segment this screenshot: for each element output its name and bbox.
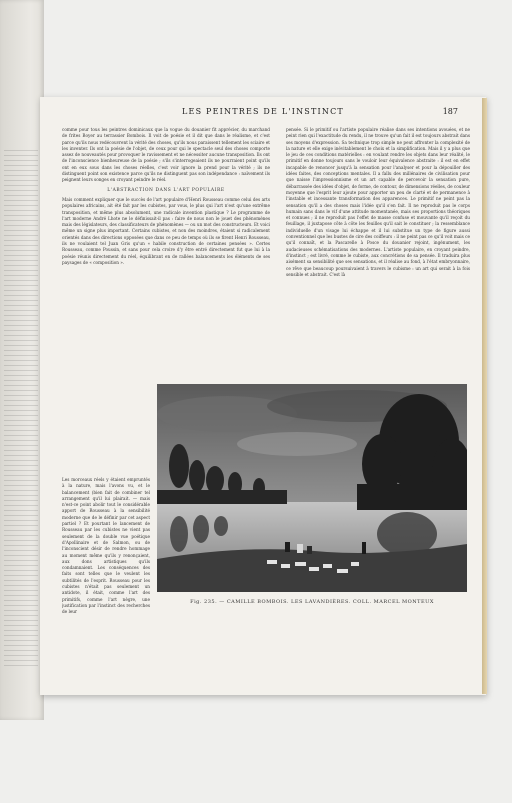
facing-page <box>0 0 44 720</box>
narrow-column-paragraph: Les morceaux réels y étaient empruntés à la nature, mais l'avons vu, et le balancement (bien fait de combiner tel arrangement qu'il lui plairait. — mais n'est-ce point abolir tout le considérable apport de Rousseau à la sensibilité moderne que de le définir par cet aspect partiel ? Et pourtant le lancement de Rousseau par les cubistes ne vient pas seulement de la double vue poétique d'Apollinaire et de Salmon, ou de l'inconscient désir de rendre hommage au moment même qu'ils y renonçaient, aux dons artistiques qu'ils condamnaient. Les conséquences des faits sont telles que le veulent les subtilités de l'esprit. Rousseau pour les cubistes n'était pas seulement un antidote, il était, comme l'art des primitifs, comme l'art nègre, une justification par l'instinct des recherches de leur <box>62 477 150 615</box>
running-head: LES PEINTRES DE L'INSTINCT <box>182 107 344 116</box>
facing-page-text <box>4 150 38 670</box>
left-column-paragraph-1: comme pour tous les peintres dominicaux que la vogue du douanier fit apprécier, du marchand de frites Boyer au terrassier Bombois. Il voit de poésie et il dit que dans le réalisme, et c'est parce qu'ils nous redécouvrent la vérité des choses, qu'ils nous paraissent tellement les sciaire et les inventer. Ils ont la poésie de l'objet, de ceux pour qui le spectacle seul des choses comporte assez de nouveautés pour provoquer le ravissement et ne nécessiter aucune transposition. Ils ont de l'inconscience bienheureuse de la poésie ; s'ils s'interrogeaient ils ne pourraient point qu'ils ont en eux sous dans les choses réelles, c'est voir ignore la prend pour la vérité ; ils ne distinguent point son existence parce qu'ils ne distinguent pas son indépendance : naïvement ils peignent leurs songes en croyant peindre le réel. <box>62 127 270 183</box>
book-page <box>40 97 486 695</box>
left-column-paragraph-2: Mais comment expliquer que le succès de l'art populaire d'Henri Rousseau comme celui des arts populaires africains, ait été fait par les cubistes, par vous, le plus qui l'art n'est qu'une extrême transposition, et même plus absolument, une radicale invention plastique ? Le programme de l'art moderne André Lhote ne le définissait-il pas : faire de nous non le jouet des phénomènes mais des législateurs, des classificateurs de phénomènes — ou un mot des constructeurs. Et voici même un signe plus important. Certains cubistes, et non des moindres, étaient si radicalement orientés dans des directions opposées que dans ce peu de temps où ils se firent Henri Rousseau, ils ne voulaient tel Juan Gris qu'un « habile construction de certaines pensées ». Certes Rousseau, comme Poussin, et sans pour cela croire d'y être entré directement fut que lui à la poésie réunis directement du réel, équilibrant en de rallées balancements les éléments de ses paysages de « composition ». <box>62 196 270 265</box>
narrow-column <box>62 477 150 803</box>
figure-caption: Fig. 235. — CAMILLE BOMBOIS. LES LAVANDIÈRES. COLL. MARCEL MONTEUX <box>190 599 434 605</box>
page-edge <box>482 98 487 694</box>
section-title: L'ABSTRACTION DANS L'ART POPULAIRE <box>107 187 225 193</box>
right-column-paragraph: pensée. Si le primitif ou l'artiste populaire réalise dans ses intentions avouées, et ne peint rien qui l'exactitude du rendu, il ne trouve qu'un fait il est toujours abstrait dans ses moyens d'expression. Sa technique trop simple ne peut affronter la complexité de la nature et elle exige inévitablement le choix et la simplification. Mais il y a plus que le jeu de ces conditions matérielles : en voulant rendre les objets dans leur réalité, le primitif en donne toujours sans le vouloir leur équivalence abstraite : il est en effet incapable de renoncer jusqu'à la sensation pour l'analyser et pour la dépouiller des idées faites, des conceptions mentales. Il a fallu des millénaires de civilisation pour que naisse l'impressionnisme et un art capable de percevoir la sensation pure, débarrassée des idées d'objet, de forme, de contour, de dimensions réelles, de couleur moyenne que l'esprit leur ajoute pour apporter un peu de clarté et de permanence à l'instable et incessante transformation des apparences. Le primitif ne peint pas la sensation qu'il a des choses mais l'idée qu'il s'en fait. Il ne reproduit pas le corps humain sans dans le vif d'une attitude momentanée, mais ses proportions théoriques et connues ; il ne reproduit pas l'effet de masse confuse et mouvante qu'il reçoit du feuillage, il juxtapose côte à côte les feuilles qu'il sait le constituer ; la ressemblance individuelle d'un visage lui échappe et il lui substitue un type de figure aussi conventionnel que les bustes de cire des coiffeurs : il ne peint pas ce qu'il voit mais ce qu'il connaît, et la Pascarelle à Posce du douanier rejoint, ingénument, les audacieuses schématisations des modernes. L'artiste populaire, en croyant peindre, d'instinct ; est livré, comme le cubiste, aux concrétions de sa pensée. Il traduira plus aisément sa sensibilité que ses sensations, et il réalise au fond, à l'état embryonnaire, ce rêve que beaucoup poursuivaient à travers le cubisme : un art qui serait à la fois sensible et abstrait. C'est là <box>286 127 470 277</box>
painting-illustration <box>157 384 467 592</box>
painting-image <box>157 384 467 592</box>
page-number: 187 <box>442 107 458 116</box>
